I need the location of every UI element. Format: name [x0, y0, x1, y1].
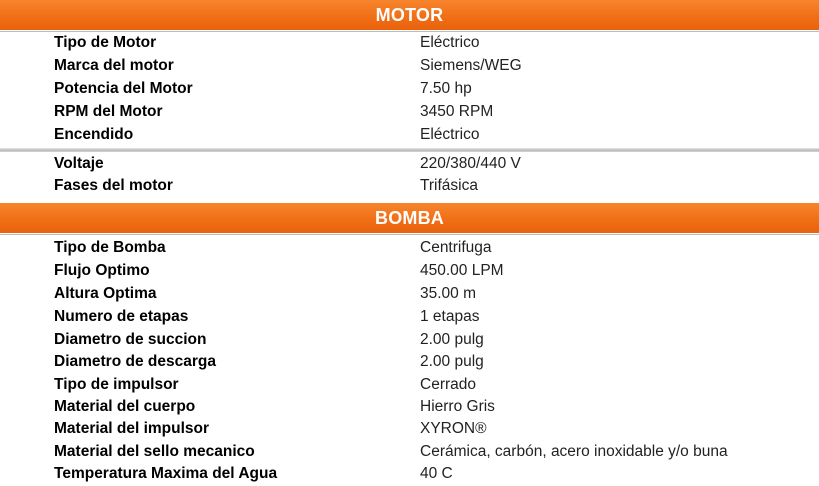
- spec-label: Material del cuerpo: [54, 398, 196, 415]
- spec-value: Eléctrico: [420, 34, 480, 51]
- spec-row-diametro-de-succion: [0, 329, 819, 352]
- spec-value: 220/380/440 V: [420, 155, 521, 172]
- spec-label: Tipo de Bomba: [54, 239, 166, 256]
- spec-row-altura-optima: [0, 283, 819, 306]
- spec-label: Potencia del Motor: [54, 80, 193, 97]
- spec-label: Temperatura Maxima del Agua: [54, 465, 278, 482]
- spec-label: Marca del motor: [54, 57, 174, 74]
- spec-row-temperatura-maxima-del-agua: [0, 463, 819, 486]
- bomba-section-header: [0, 203, 819, 233]
- spec-value: 1 etapas: [420, 308, 480, 325]
- spec-value: 35.00 m: [420, 285, 477, 302]
- section-divider: [0, 148, 819, 152]
- spec-value: Cerrado: [420, 376, 476, 393]
- spec-row-marca-del-motor: [0, 55, 819, 78]
- spec-value: 40 C: [420, 465, 453, 482]
- spec-row-fases-del-motor: [0, 175, 819, 198]
- spec-row-material-del-cuerpo: [0, 396, 819, 419]
- spec-row-numero-de-etapas: [0, 306, 819, 329]
- spec-value: 7.50 hp: [420, 80, 472, 97]
- spec-label: Tipo de Motor: [54, 34, 157, 51]
- spec-row-flujo-optimo: [0, 260, 819, 283]
- spec-row-rpm-del-motor: [0, 101, 819, 124]
- spec-value: Hierro Gris: [420, 398, 495, 415]
- spec-label: Material del sello mecanico: [54, 443, 255, 460]
- spec-label: Voltaje: [54, 155, 104, 172]
- spec-label: Encendido: [54, 126, 134, 143]
- spec-row-voltaje: [0, 153, 819, 176]
- spec-label: Tipo de impulsor: [54, 376, 179, 393]
- spec-label: Numero de etapas: [54, 308, 189, 325]
- spec-value: Eléctrico: [420, 126, 480, 143]
- motor-section-header: [0, 0, 819, 30]
- spec-value: 2.00 pulg: [420, 331, 484, 348]
- motor-section-title: MOTOR: [375, 4, 444, 25]
- spec-row-tipo-de-bomba: [0, 237, 819, 260]
- spec-label: Diametro de descarga: [54, 353, 216, 370]
- spec-row-encendido: [0, 124, 819, 147]
- spec-row-tipo-de-motor: [0, 32, 819, 55]
- spec-label: Flujo Optimo: [54, 262, 150, 279]
- spec-row-tipo-de-impulsor: [0, 374, 819, 397]
- spec-value: Siemens/WEG: [420, 57, 522, 74]
- spec-label: Material del impulsor: [54, 420, 210, 437]
- spec-row-material-del-impulsor: [0, 418, 819, 441]
- spec-value: Trifásica: [420, 177, 478, 194]
- spec-row-potencia-del-motor: [0, 78, 819, 101]
- spec-row-diametro-de-descarga: [0, 351, 819, 374]
- spec-label: RPM del Motor: [54, 103, 163, 120]
- spec-value: Cerámica, carbón, acero inoxidable y/o buna: [420, 443, 728, 460]
- bomba-section-title: BOMBA: [375, 207, 444, 228]
- spec-value: 3450 RPM: [420, 103, 494, 120]
- spec-label: Fases del motor: [54, 177, 173, 194]
- spec-row-material-del-sello-mecanico: [0, 441, 819, 464]
- spec-value: XYRON®: [420, 420, 487, 437]
- spec-label: Altura Optima: [54, 285, 157, 302]
- spec-value: 2.00 pulg: [420, 353, 484, 370]
- spec-value: 450.00 LPM: [420, 262, 504, 279]
- spec-value: Centrifuga: [420, 239, 492, 256]
- spec-label: Diametro de succion: [54, 331, 207, 348]
